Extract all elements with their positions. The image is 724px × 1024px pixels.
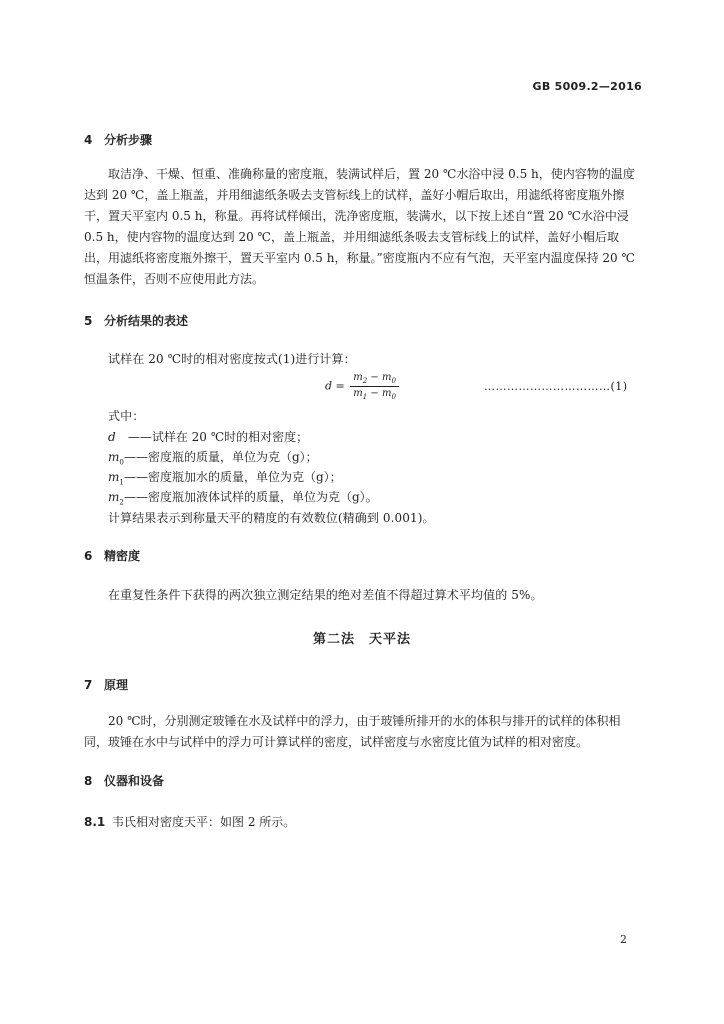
section-7-title: 原理 [104, 678, 129, 692]
section-8-title: 仪器和设备 [104, 774, 165, 788]
section-5-title: 分析结果的表述 [104, 314, 189, 328]
item-8-1-text: 韦氏相对密度天平：如图 2 所示。 [112, 815, 296, 829]
section-8-number: 8 [84, 774, 93, 788]
section-4-paragraph: 取洁净、干燥、恒重、准确称量的密度瓶，装满试样后，置 20 ℃水浴中浸 0.5 h，使内容物的温度达到 20 ℃，盖上瓶盖，并用细滤纸条吸去支管标线上的试样，盖好小帽后取出，用滤纸将密度瓶外擦干，置天平室内 0.5 h，称量。再将试样倾出，洗净密度瓶，装满水，以下按上述自“置 20 ℃水浴中浸 0.5 h，使内容物的温度达到 20 ℃，盖上瓶盖，并用细滤纸条吸去支管标线上的试样，盖好小帽后取出，用滤纸将密度瓶外擦干，置天平室内 0.5 h，称量。”密度瓶内不应有气泡，天平室内温度保持 20 ℃恒温条件，否则不应使用此方法。 [84, 167, 635, 286]
where-label: 式中： [108, 409, 145, 423]
item-8-1 [84, 813, 295, 830]
section-7-heading [84, 676, 128, 693]
section-4-heading [84, 131, 152, 148]
standard-code: GB 5009.2—2016 [532, 80, 642, 93]
formula-denominator: $m_1 - m_0$ [353, 388, 396, 401]
section-4-number: 4 [84, 133, 93, 147]
section-6-text: 在重复性条件下获得的两次独立测定结果的绝对差值不得超过算术平均值的 5%。 [108, 588, 543, 602]
equation-reference: ……………………………(1) [484, 380, 628, 393]
section-4-title: 分析步骤 [104, 133, 153, 147]
section-5-heading [84, 312, 188, 329]
section-7-paragraph: 20 ℃时，分别测定玻锤在水及试样中的浮力，由于玻锤所排开的水的体积与排开的试样的体积相同，玻锤在水中与试样中的浮力可计算试样的密度，试样密度与水密度比值为试样的相对密度。 [84, 714, 621, 749]
variable-d: d ——试样在 20 ℃时的相对密度； [108, 430, 309, 444]
variable-m2: $m_2——$密度瓶加液体试样的质量，单位为克（g）。 [108, 490, 378, 507]
formula-lhs: d = [325, 379, 345, 393]
relative-density-formula [325, 372, 399, 401]
section-5-number: 5 [84, 314, 93, 328]
section-6-title: 精密度 [104, 549, 141, 563]
variable-m1: $m_1——$密度瓶加水的质量，单位为克（g）； [108, 470, 342, 487]
variable-m0: $m_0——$密度瓶的质量，单位为克（g）； [108, 450, 318, 467]
page-number: 2 [620, 933, 627, 946]
section-6-number: 6 [84, 549, 93, 563]
result-precision-note: 计算结果表示到称量天平的精度的有效数位(精确到 0.001)。 [108, 511, 435, 525]
item-8-1-number: 8.1 [84, 815, 106, 829]
section-7-number: 7 [84, 678, 93, 692]
section-5-intro: 试样在 20 ℃时的相对密度按式(1)进行计算： [108, 352, 356, 366]
method-2-title: 第二法 天平法 [312, 632, 411, 647]
section-8-heading [84, 772, 164, 789]
formula-numerator: $m_2 - m_0$ [350, 372, 399, 387]
section-6-heading [84, 547, 140, 564]
formula-fraction [350, 372, 399, 401]
